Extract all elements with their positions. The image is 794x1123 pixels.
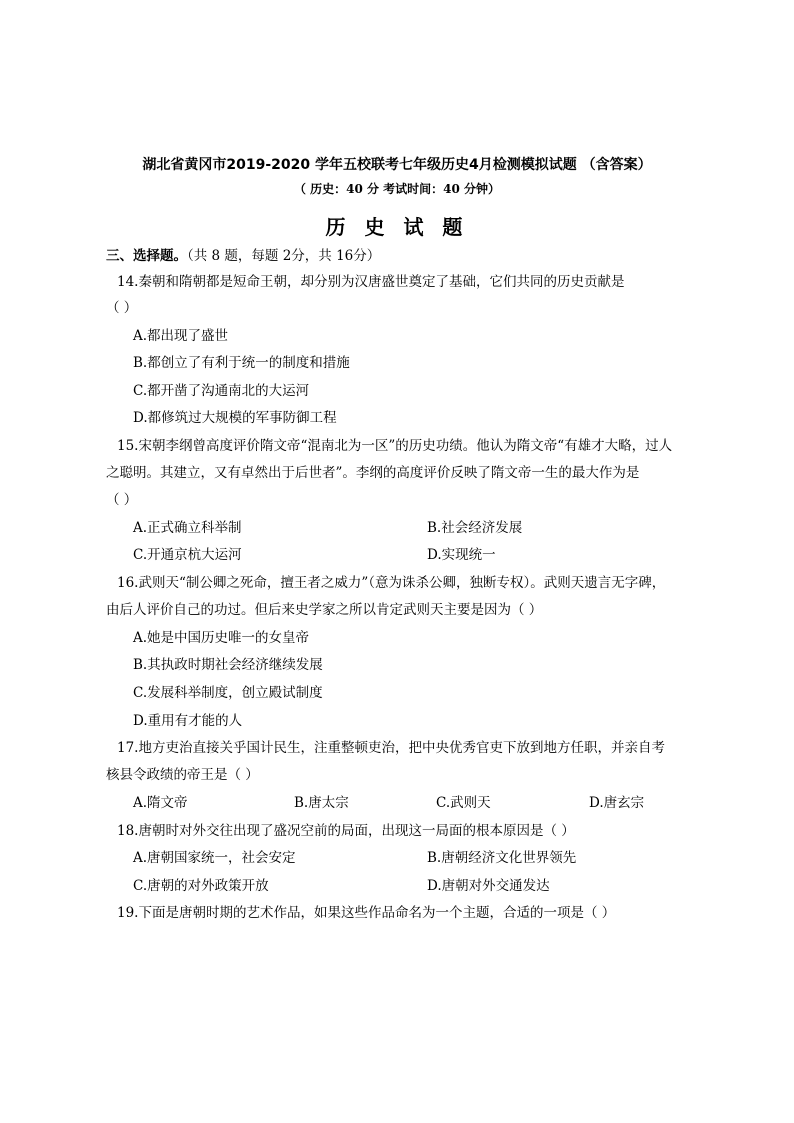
question-14-option-a: A.都出现了盛世 [133,328,229,344]
question-18-option-a: A.唐朝国家统一，社会安定 [133,850,296,866]
question-18-option-d: D.唐朝对外交通发达 [427,878,550,894]
question-14-option-c: C.都开凿了沟通南北的大运河 [133,383,310,399]
question-17-line-1: 17.地方吏治直接关乎国计民生，注重整顿吏治，把中央优秀官吏下放到地方任职，并亲自考 [117,740,665,756]
question-18-option-c: C.唐朝的对外政策开放 [133,878,269,894]
question-18-option-b: B.唐朝经济文化世界领先 [427,850,577,866]
question-14-line-1: 14.秦朝和隋朝都是短命王朝，却分别为汉唐盛世奠定了基础，它们共同的历史贡献是 [117,274,625,290]
question-14-option-d: D.都修筑过大规模的军事防御工程 [133,410,337,426]
question-16-line-1: 16.武则天“制公卿之死命，擅王者之威力”（意为诛杀公卿，独断专权）。武则天遗言无字碑， [117,575,666,591]
question-18-line-1: 18.唐朝时对外交往出现了盛况空前的局面，出现这一局面的根本原因是（ ） [117,823,575,839]
section-heading [106,246,380,266]
question-16-option-d: D.重用有才能的人 [133,713,243,729]
question-15-line-3: （ ） [106,492,138,508]
document-title: 湖北省黄冈市2019-2020 学年五校联考七年级历史4月检测模拟试题 （含答案） [142,157,652,173]
exam-info: （ 历史：40 分 考试时间：40 分钟） [293,182,501,196]
question-19-line-1: 19.下面是唐朝时期的艺术作品，如果这些作品命名为一个主题，合适的一项是（ ） [117,905,616,921]
question-17-option-d: D.唐玄宗 [589,795,645,811]
question-17-option-c: C.武则天 [436,795,491,811]
question-15-option-b: B.社会经济发展 [427,520,523,536]
question-15-option-a: A.正式确立科举制 [133,520,242,536]
question-15-line-1: 15.宋朝李纲曾高度评价隋文帝“混南北为一区”的历史功绩。他认为隋文帝“有雄才大略，过人 [117,438,673,454]
paper-title: 历 史 试 题 [325,215,469,239]
question-17-line-2: 核县令政绩的帝王是（ ） [106,767,259,783]
question-17-option-b: B.唐太宗 [294,795,349,811]
section-label: 三、选择题。 [106,248,187,264]
question-15-option-d: D.实现统一 [427,547,496,563]
section-note: （共 8 题，每题 2分，共 16分） [187,248,381,264]
question-16-option-b: B.其执政时期社会经济继续发展 [133,657,323,673]
question-16-option-c: C.发展科举制度，创立殿试制度 [133,685,323,701]
question-16-option-a: A.她是中国历史唯一的女皇帝 [133,630,310,646]
question-14-option-b: B.都创立了有利于统一的制度和措施 [133,355,350,371]
question-16-line-2: 由后人评价自己的功过。但后来史学家之所以肯定武则天主要是因为（ ） [106,602,543,618]
question-14-line-2: （ ） [106,300,138,316]
question-15-option-c: C.开通京杭大运河 [133,547,242,563]
question-15-line-2: 之聪明。其建立，又有卓然出于后世者”。李纲的高度评价反映了隋文帝一生的最大作为是 [106,465,640,481]
question-17-option-a: A.隋文帝 [133,795,188,811]
